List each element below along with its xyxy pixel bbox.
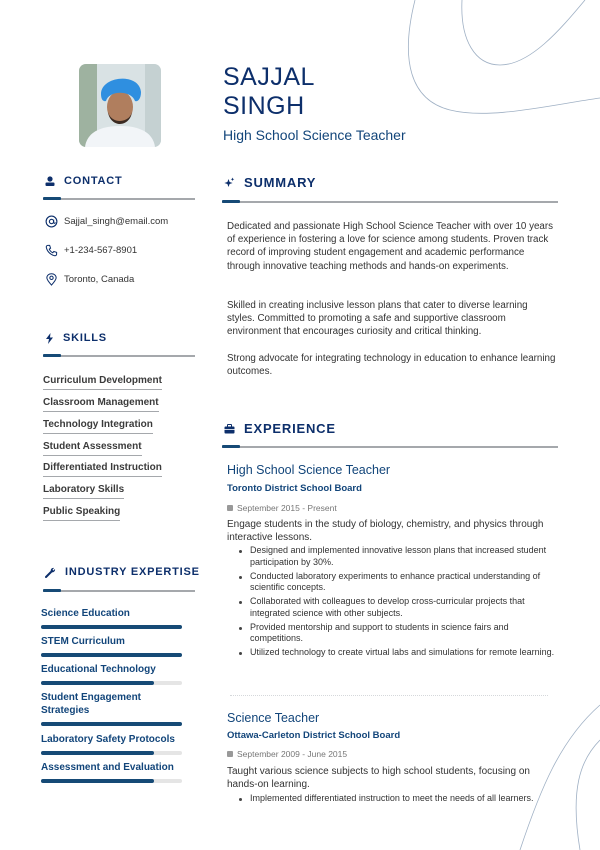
phone-icon <box>45 244 58 257</box>
skill-item: Technology Integration <box>43 419 153 434</box>
profile-photo <box>79 64 161 147</box>
avatar <box>79 64 161 147</box>
expertise-label: Student Engagement Strategies <box>41 692 142 716</box>
job-description: Engage students in the study of biology, chemistry, and physics through interactive lessons. <box>227 519 544 543</box>
expertise-item <box>41 607 183 629</box>
job-bullets <box>250 793 560 807</box>
last-name: SINGH <box>223 92 305 120</box>
expertise-label: Science Education <box>41 608 130 619</box>
expertise-item <box>41 761 183 783</box>
phone-text: +1-234-567-8901 <box>64 245 138 256</box>
expertise-item <box>41 663 183 685</box>
job-bullet: Designed and implemented innovative lesson plans that increased student participation by 30%. <box>250 545 560 568</box>
job-bullet: Utilized technology to create virtual labs and simulations for remote learning. <box>250 647 560 659</box>
calendar-icon <box>227 751 233 757</box>
job-bullet: Provided mentorship and support to students in science fairs and competitions. <box>250 622 560 645</box>
calendar-icon <box>227 505 233 511</box>
summary-heading-label: SUMMARY <box>244 175 317 190</box>
sparkle-icon <box>224 177 235 188</box>
contact-heading-label: CONTACT <box>64 175 123 187</box>
job-date-text: September 2009 - June 2015 <box>237 749 348 759</box>
expertise-heading-label: INDUSTRY EXPERTISE <box>65 566 200 578</box>
expertise-label: Educational Technology <box>41 664 156 675</box>
contact-heading <box>45 175 123 187</box>
job-organization: Ottawa-Carleton District School Board <box>227 730 401 741</box>
contact-location <box>45 273 134 286</box>
skill-item: Classroom Management <box>43 397 159 412</box>
job-divider <box>230 695 548 696</box>
job-bullet: Implemented differentiated instruction to meet the needs of all learners. <box>250 793 560 805</box>
skill-item: Differentiated Instruction <box>43 462 162 477</box>
expertise-heading <box>45 566 200 578</box>
expertise-bar <box>41 625 182 629</box>
job-role: Science Teacher <box>227 711 320 725</box>
job-description: Taught various science subjects to high school students, focusing on hands-on learning. <box>227 766 530 790</box>
user-icon <box>45 176 55 186</box>
job-role: High School Science Teacher <box>227 463 391 477</box>
skill-item: Curriculum Development <box>43 375 162 390</box>
job-date-text: September 2015 - Present <box>237 503 337 513</box>
first-name: SAJJAL <box>223 63 315 91</box>
summary-rule <box>222 201 558 203</box>
candidate-title: High School Science Teacher <box>223 127 406 143</box>
wrench-icon <box>45 567 56 578</box>
job-date <box>227 503 337 513</box>
contact-rule <box>43 198 195 200</box>
expertise-label: Laboratory Safety Protocols <box>41 734 175 745</box>
job-organization: Toronto District School Board <box>227 483 362 494</box>
expertise-label: Assessment and Evaluation <box>41 762 174 773</box>
experience-heading <box>224 421 336 436</box>
candidate-name <box>223 63 315 121</box>
briefcase-icon <box>224 424 235 434</box>
expertise-bar <box>41 751 182 755</box>
location-text: Toronto, Canada <box>64 274 135 285</box>
job-bullet: Collaborated with colleagues to develop cross-curricular projects that integrated science with other subjects. <box>250 596 560 619</box>
job-bullets <box>250 545 560 661</box>
expertise-item <box>41 733 183 755</box>
lightning-icon <box>45 333 54 344</box>
skill-item: Student Assessment <box>43 441 142 456</box>
skills-rule <box>43 355 195 357</box>
email-text: Sajjal_singh@email.com <box>64 216 169 227</box>
expertise-bar <box>41 779 182 783</box>
summary-paragraph: Dedicated and passionate High School Science Teacher with over 10 years of experience in fostering a love for science among students. Proven track record of improving student engagement and academic performance through innovative teaching methods and hands-on experiments. <box>227 221 554 272</box>
at-icon <box>45 215 58 228</box>
contact-email[interactable] <box>45 215 168 228</box>
expertise-rule <box>43 590 195 592</box>
summary-paragraph: Skilled in creating inclusive lesson plans that cater to diverse learning styles. Committed to promoting a safe and supportive classroom environment that encourages curiosity and critical thinking. <box>227 300 528 338</box>
contact-phone[interactable] <box>45 244 137 257</box>
skill-item: Laboratory Skills <box>43 484 124 499</box>
expertise-item <box>41 691 151 726</box>
experience-rule <box>222 446 558 448</box>
summary-paragraph: Strong advocate for integrating technology in education to enhance learning outcomes. <box>227 353 556 378</box>
location-pin-icon <box>45 273 58 286</box>
skills-heading <box>45 332 107 344</box>
expertise-item <box>41 635 183 657</box>
experience-heading-label: EXPERIENCE <box>244 421 336 436</box>
skills-heading-label: SKILLS <box>63 332 107 344</box>
summary-heading <box>224 175 316 190</box>
job-date <box>227 749 347 759</box>
expertise-bar <box>41 722 182 726</box>
expertise-bar <box>41 681 182 685</box>
skill-item: Public Speaking <box>43 506 120 521</box>
expertise-bar <box>41 653 182 657</box>
expertise-label: STEM Curriculum <box>41 636 125 647</box>
job-bullet: Conducted laboratory experiments to enhance practical understanding of scientific concepts. <box>250 571 560 594</box>
